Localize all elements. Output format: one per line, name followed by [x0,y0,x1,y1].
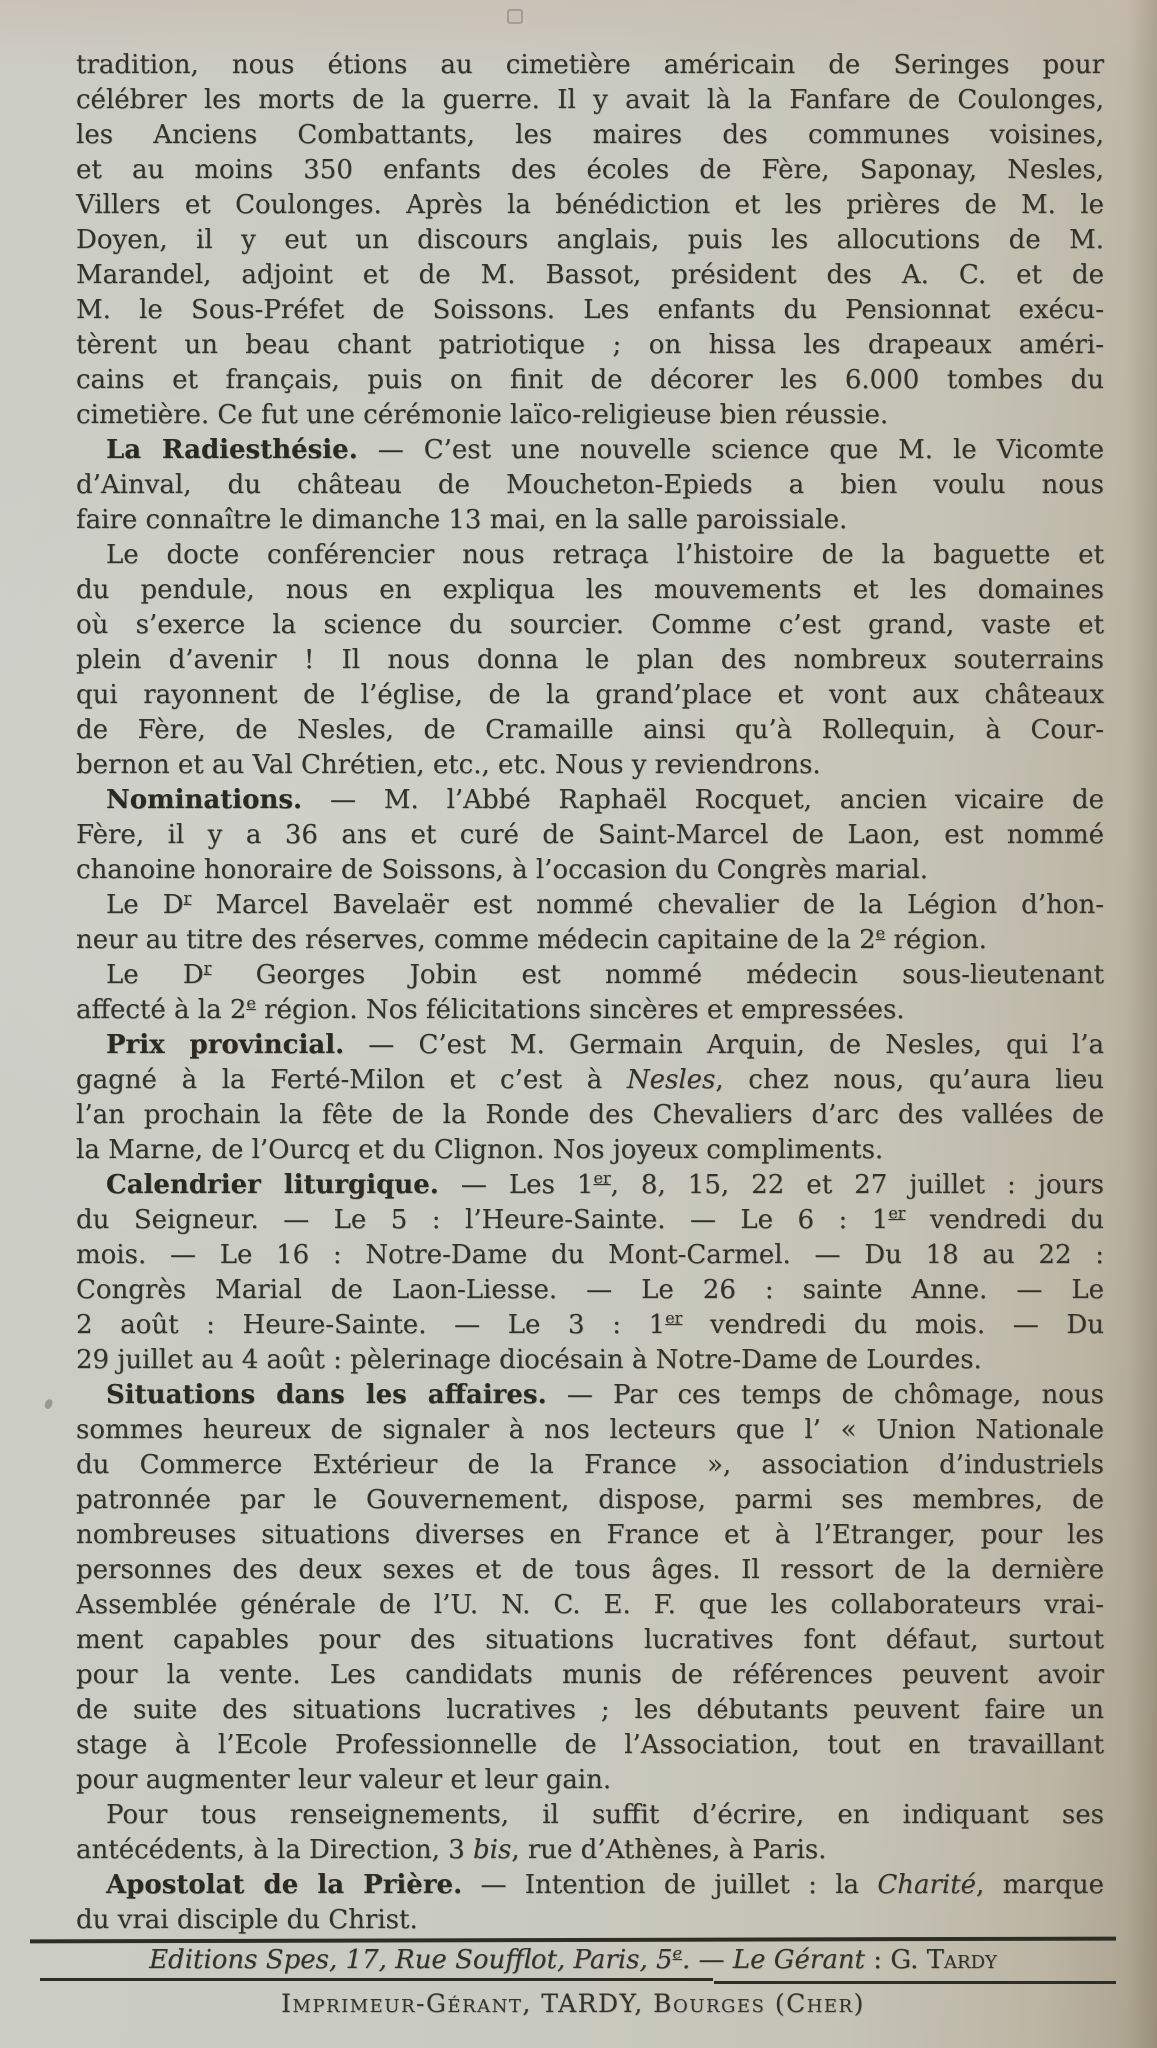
text-segment: 29 juillet au 4 août : pèlerinage diocésain à Notre-Dame de Lourdes. [76,1345,982,1375]
text-line [76,1308,1104,1343]
text-segment: — C’est M. Germain Arquin, de Nesles, qui l’a [344,1030,1104,1060]
publisher-line [30,1942,1116,1977]
text-segment: r [203,958,212,978]
text-segment: l’an prochain la fête de la Ronde des Chevaliers d’arc des vallées de [76,1100,1104,1130]
text-segment: gagné à la Ferté-Milon et c’est à [76,1065,627,1095]
text-line [76,1658,1104,1693]
text-line [76,993,1104,1028]
section-heading: Situations dans les affaires. [106,1380,547,1410]
text-line [76,1273,1104,1308]
text-line [76,83,1104,118]
text-segment: Congrès Marial de Laon-Liesse. — Le 26 : sainte Anne. — Le [76,1275,1104,1305]
divider-segment [714,1981,1116,1984]
text-segment: vendredi du mois. — Du [682,1310,1104,1340]
text-line [76,1518,1104,1553]
scan-artifact-dot [507,9,523,24]
text-segment: ment capables pour des situations lucratives font défaut, surtout [76,1625,1104,1655]
text-segment: bis [473,1835,512,1865]
text-segment: sommes heureux de signaler à nos lecteurs que l’ « Union Nationale [76,1415,1104,1445]
text-segment: du Commerce Extérieur de la France », association d’industriels [76,1450,1104,1480]
text-segment: la Marne, de l’Ourcq et du Clignon. Nos joyeux compliments. [76,1135,884,1165]
divider-segment [40,1978,713,1981]
text-line [76,328,1104,363]
text-line [76,678,1104,713]
text-line [76,643,1104,678]
text-line [76,1378,1104,1413]
text-segment: bernon et au Val Chrétien, etc., etc. Nous y reviendrons. [76,750,821,780]
text-segment: Assemblée générale de l’U. N. C. E. F. que les collaborateurs vrai- [76,1590,1104,1620]
section-heading: Nominations. [106,785,303,815]
text-segment: tèrent un beau chant patriotique ; on hissa les drapeaux améri- [76,330,1104,360]
text-segment: pour augmenter leur valeur et leur gain. [76,1765,612,1795]
text-line [76,1868,1104,1903]
divider-rule-mid [30,1977,1116,1985]
text-segment: e [672,1943,683,1963]
text-line [76,1763,1104,1798]
text-segment: faire connaître le dimanche 13 mai, en la salle paroissiale. [76,505,848,535]
text-segment: personnes des deux sexes et de tous âges. Il ressort de la dernière [76,1555,1104,1585]
text-segment: de Fère, de Nesles, de Cramaille ainsi qu’à Rollequin, à Cour- [76,715,1104,745]
text-segment: stage à l’Ecole Professionnelle de l’Association, tout en travaillant [76,1730,1104,1760]
text-segment: . — [682,1945,733,1975]
text-segment: antécédents, à la Direction, 3 [76,1835,474,1865]
text-segment: — Les 1 [438,1170,594,1200]
text-line [76,1413,1104,1448]
text-line [76,1203,1104,1238]
text-line [76,1903,1104,1938]
text-segment: Le D [106,960,204,990]
text-segment: du Seigneur. — Le 5 : l’Heure-Sainte. — Le 6 : 1 [76,1205,889,1235]
text-line [76,363,1104,398]
text-segment: 2 août : Heure-Sainte. — Le 3 : 1 [76,1310,666,1340]
text-line [76,258,1104,293]
text-line [76,1588,1104,1623]
text-line [76,1238,1104,1273]
text-line [76,1553,1104,1588]
text-line [76,818,1104,853]
text-line [76,853,1104,888]
text-segment: e [246,993,256,1013]
text-line [76,1098,1104,1133]
text-segment: où s’exerce la science du sourcier. Comme c’est grand, vaste et [76,610,1104,640]
text-segment: er [665,1308,683,1328]
text-line [76,1798,1104,1833]
text-segment: Charité [877,1870,977,1900]
text-segment: r [183,888,192,908]
text-line [76,48,1104,83]
text-segment: G. Tardy [890,1945,997,1975]
text-segment: qui rayonnent de l’église, de la grand’place et vont aux châteaux [76,680,1104,710]
text-line [76,1028,1104,1063]
text-segment: Pour tous renseignements, il suffit d’écrire, en indiquant ses [106,1800,1104,1830]
text-segment: Imprimeur-Gérant, TARDY, Bourges (Cher) [281,1989,865,2018]
text-line [76,1833,1104,1868]
text-line [76,153,1104,188]
text-line [76,573,1104,608]
text-segment: Le Gérant [732,1945,866,1975]
text-segment: : [865,1945,891,1975]
text-segment: , marque [976,1870,1104,1900]
text-line [76,398,1104,433]
text-segment: du vrai disciple du Christ. [76,1905,418,1935]
text-segment: et au moins 350 enfants des écoles de Fère, Saponay, Nesles, [76,155,1104,185]
section-heading: Prix provincial. [106,1030,345,1060]
text-segment: d’Ainval, du château de Moucheton-Epieds a bien voulu nous [76,470,1104,500]
text-segment: les Anciens Combattants, les maires des communes voisines, [76,120,1104,150]
text-line [76,958,1104,993]
text-segment: affecté à la 2 [76,995,247,1025]
text-line [76,538,1104,573]
text-segment: tradition, nous étions au cimetière américain de Seringes pour [76,50,1104,80]
text-line [76,1168,1104,1203]
text-segment: cimetière. Ce fut une cérémonie laïco-religieuse bien réussie. [76,400,889,430]
text-segment: patronnée par le Gouvernement, dispose, parmi ses membres, de [76,1485,1104,1515]
text-segment: de suite des situations lucratives ; les débutants peuvent faire un [76,1695,1104,1725]
text-segment: Marandel, adjoint et de M. Bassot, président des A. C. et de [76,260,1104,290]
text-line [76,223,1104,258]
text-segment: Marcel Bavelaër est nommé chevalier de la Légion d’hon- [191,890,1104,920]
text-segment: Nesles [626,1065,716,1095]
printer-line [30,1985,1116,2020]
section-heading: La Radiesthésie. [106,435,358,465]
text-line [76,888,1104,923]
imprint-footer [30,1938,1116,2020]
section-heading: Calendrier liturgique. [106,1170,439,1200]
text-segment: , chez nous, qu’aura lieu [715,1065,1104,1095]
text-line [76,783,1104,818]
text-segment: er [593,1168,611,1188]
scan-speck [44,1398,54,1410]
text-line [76,118,1104,153]
text-segment: Editions Spes, 17, Rue Soufflot, Paris, 5 [149,1945,673,1975]
text-segment: Le docte conférencier nous retraça l’histoire de la baguette et [106,540,1104,570]
text-line [76,468,1104,503]
text-segment: région. Nos félicitations sincères et empressées. [255,995,905,1025]
text-segment: célébrer les morts de la guerre. Il y avait là la Fanfare de Coulonges, [76,85,1104,115]
text-line [76,923,1104,958]
text-segment: région. [885,925,987,955]
text-segment: neur au titre des réserves, comme médecin capitaine de la 2 [76,925,876,955]
text-segment: nombreuses situations diverses en France et à l’Etranger, pour les [76,1520,1104,1550]
text-line [76,293,1104,328]
text-line [76,1728,1104,1763]
text-line [76,1448,1104,1483]
text-segment: pour la vente. Les candidats munis de références peuvent avoir [76,1660,1104,1690]
text-line [76,1343,1104,1378]
text-segment: mois. — Le 16 : Notre-Dame du Mont-Carmel. — Du 18 au 22 : [76,1240,1104,1270]
text-line [76,1483,1104,1518]
text-line [76,608,1104,643]
text-line [76,1063,1104,1098]
text-segment: Villers et Coulonges. Après la bénédiction et les prières de M. le [76,190,1104,220]
text-segment: Le D [106,890,184,920]
text-line [76,748,1104,783]
text-segment: — Intention de juillet : la [462,1870,878,1900]
text-segment: vendredi du [905,1205,1104,1235]
text-segment: cains et français, puis on finit de décorer les 6.000 tombes du [76,365,1104,395]
text-line [76,503,1104,538]
text-segment: plein d’avenir ! Il nous donna le plan des nombreux souterrains [76,645,1104,675]
text-segment: M. le Sous-Préfet de Soissons. Les enfants du Pensionnat exécu- [76,295,1104,325]
text-segment: — M. l’Abbé Raphaël Rocquet, ancien vicaire de [302,785,1104,815]
text-segment: chanoine honoraire de Soissons, à l’occasion du Congrès marial. [76,855,929,885]
section-heading: Apostolat de la Prière. [106,1870,463,1900]
text-line [76,188,1104,223]
article-text-block [76,48,1104,1938]
text-segment: Fère, il y a 36 ans et curé de Saint-Marcel de Laon, est nommé [76,820,1104,850]
text-line [76,433,1104,468]
text-line [76,713,1104,748]
text-segment: — Par ces temps de chômage, nous [546,1380,1104,1410]
text-segment: du pendule, nous en expliqua les mouvements et les domaines [76,575,1104,605]
text-segment: Georges Jobin est nommé médecin sous-lieutenant [211,960,1105,990]
text-segment: e [875,923,886,943]
text-segment: Doyen, il y eut un discours anglais, puis les allocutions de M. [76,225,1104,255]
text-segment: er [888,1203,906,1223]
text-segment: , rue d’Athènes, à Paris. [511,1835,827,1865]
text-segment: , 8, 15, 22 et 27 juillet : jours [610,1170,1104,1200]
text-line [76,1133,1104,1168]
text-line [76,1623,1104,1658]
text-line [76,1693,1104,1728]
text-segment: — C’est une nouvelle science que M. le Vicomte [357,435,1104,465]
